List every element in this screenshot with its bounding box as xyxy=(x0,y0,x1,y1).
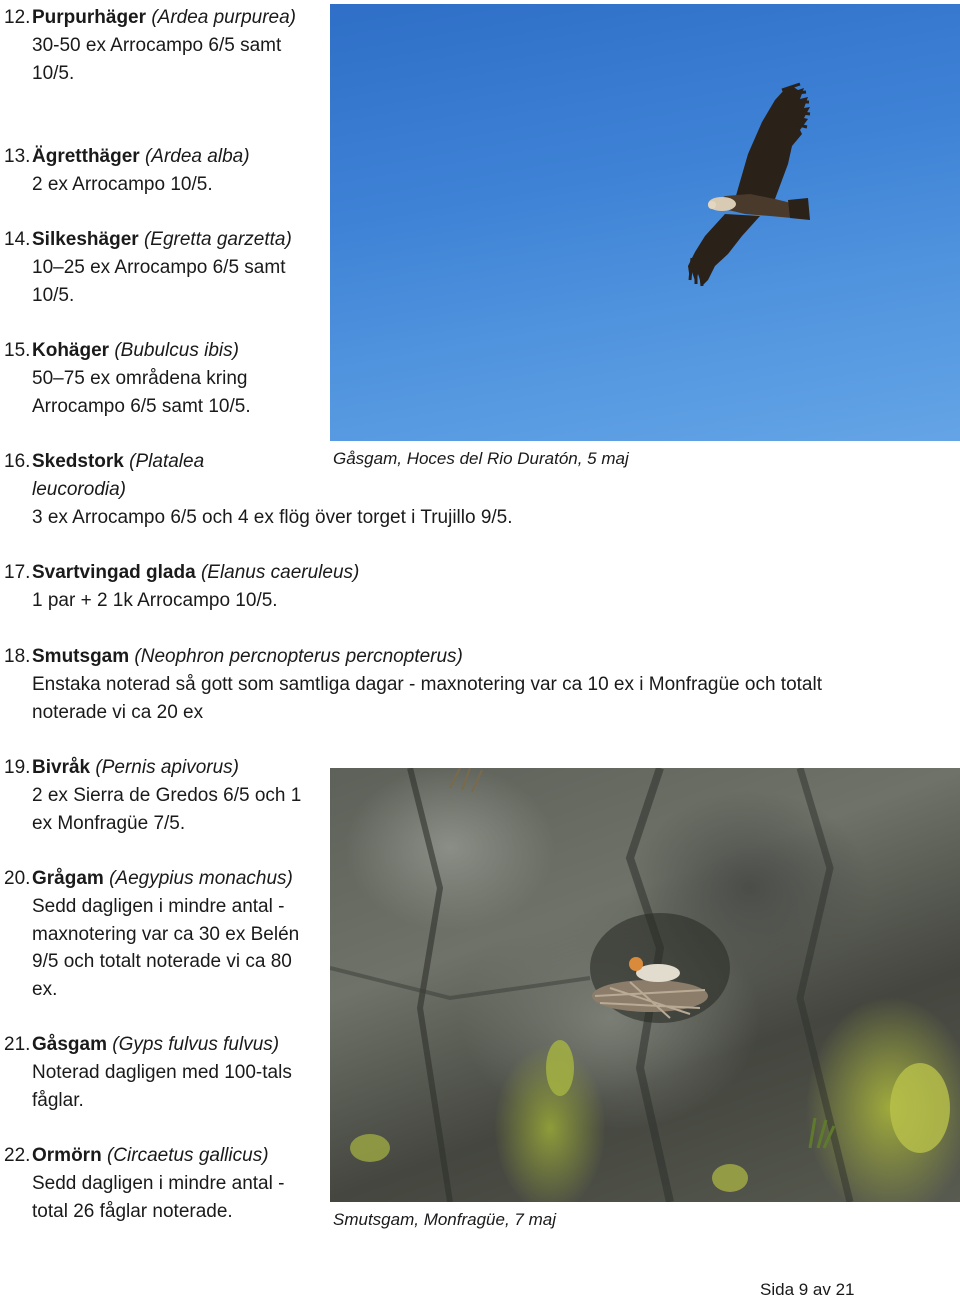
observation-text: 30-50 ex Arrocampo 6/5 samt 10/5. xyxy=(32,34,282,84)
species-name: Kohäger xyxy=(32,340,110,361)
observation-text: 2 ex Sierra de Gredos 6/5 och 1 ex Monfragüe 7/5. xyxy=(32,784,302,834)
species-entry-21 xyxy=(4,1031,314,1114)
species-entry-22 xyxy=(4,1142,304,1225)
vulture-silhouette-icon xyxy=(330,4,960,441)
entry-number: 19. xyxy=(4,757,31,778)
latin-name: (Neophron percnopterus percnopterus) xyxy=(134,646,463,667)
species-name: Grågam xyxy=(32,868,104,889)
observation-text: Enstaka noterad så gott som samtliga dagar - maxnotering var ca 10 ex i Monfragüe och totalt noterade vi ca 20 ex xyxy=(32,673,822,723)
cliff-nest-illustration-icon xyxy=(330,768,960,1202)
species-entry-19 xyxy=(4,754,304,837)
species-entry-14 xyxy=(4,226,304,309)
species-name: Bivråk xyxy=(32,757,91,778)
entry-number: 20. xyxy=(4,868,31,889)
sky-photo-caption: Gåsgam, Hoces del Rio Duratón, 5 maj xyxy=(333,449,629,468)
entry-number: 21. xyxy=(4,1034,31,1055)
species-name: Smutsgam xyxy=(32,646,130,667)
cliff-photo-caption: Smutsgam, Monfragüe, 7 maj xyxy=(333,1210,556,1229)
latin-name: (Elanus caeruleus) xyxy=(200,562,360,583)
entry-number: 13. xyxy=(4,146,31,167)
entry-number: 18. xyxy=(4,646,31,667)
species-name: Ormörn xyxy=(32,1145,102,1166)
entry-number: 14. xyxy=(4,229,31,250)
species-name: Skedstork xyxy=(32,451,124,472)
observation-text: 50–75 ex områdena kring Arrocampo 6/5 samt 10/5. xyxy=(32,367,251,417)
latin-name: (Ardea purpurea) xyxy=(151,7,297,28)
latin-name: (Pernis apivorus) xyxy=(95,757,239,778)
species-entry-13 xyxy=(4,143,304,199)
entry-number: 15. xyxy=(4,340,31,361)
observation-text: Sedd dagligen i mindre antal - maxnotering var ca 30 ex Belén 9/5 och totalt noterade vi ca 80 ex. xyxy=(32,895,300,1001)
species-name: Gåsgam xyxy=(32,1034,107,1055)
latin-name: (Aegypius monachus) xyxy=(109,868,293,889)
species-name: Silkeshäger xyxy=(32,229,139,250)
observation-text: 2 ex Arrocampo 10/5. xyxy=(32,173,213,195)
entry-number: 17. xyxy=(4,562,31,583)
latin-name: (Platalea leucorodia) xyxy=(32,451,205,500)
species-name: Svartvingad glada xyxy=(32,562,196,583)
egyptian-vulture-nest-photo xyxy=(330,768,960,1202)
latin-name: (Bubulcus ibis) xyxy=(114,340,239,361)
observation-text: Noterad dagligen med 100-tals fåglar. xyxy=(32,1061,292,1111)
griffon-vulture-photo xyxy=(330,4,960,441)
entry-number: 16. xyxy=(4,451,31,472)
species-entry-12 xyxy=(4,4,304,87)
observation-text: 10–25 ex Arrocampo 6/5 samt 10/5. xyxy=(32,256,286,306)
observation-text: 1 par + 2 1k Arrocampo 10/5. xyxy=(32,589,278,611)
entry-number: 22. xyxy=(4,1145,31,1166)
latin-name: (Gyps fulvus fulvus) xyxy=(112,1034,280,1055)
observation-text: Sedd dagligen i mindre antal - total 26 fåglar noterade. xyxy=(32,1172,285,1222)
species-entry-18 xyxy=(4,643,864,726)
latin-name: (Egretta garzetta) xyxy=(143,229,292,250)
species-entry-20 xyxy=(4,865,314,1004)
latin-name: (Ardea alba) xyxy=(144,146,250,167)
species-name: Purpurhäger xyxy=(32,7,147,28)
species-entry-17 xyxy=(4,559,704,615)
observation-text: 3 ex Arrocampo 6/5 och 4 ex flög över torget i Trujillo 9/5. xyxy=(32,506,513,528)
entry-number: 12. xyxy=(4,7,31,28)
page-number: Sida 9 av 21 xyxy=(760,1280,855,1299)
species-name: Ägretthäger xyxy=(32,146,140,167)
species-entry-15 xyxy=(4,337,304,420)
latin-name: (Circaetus gallicus) xyxy=(106,1145,269,1166)
